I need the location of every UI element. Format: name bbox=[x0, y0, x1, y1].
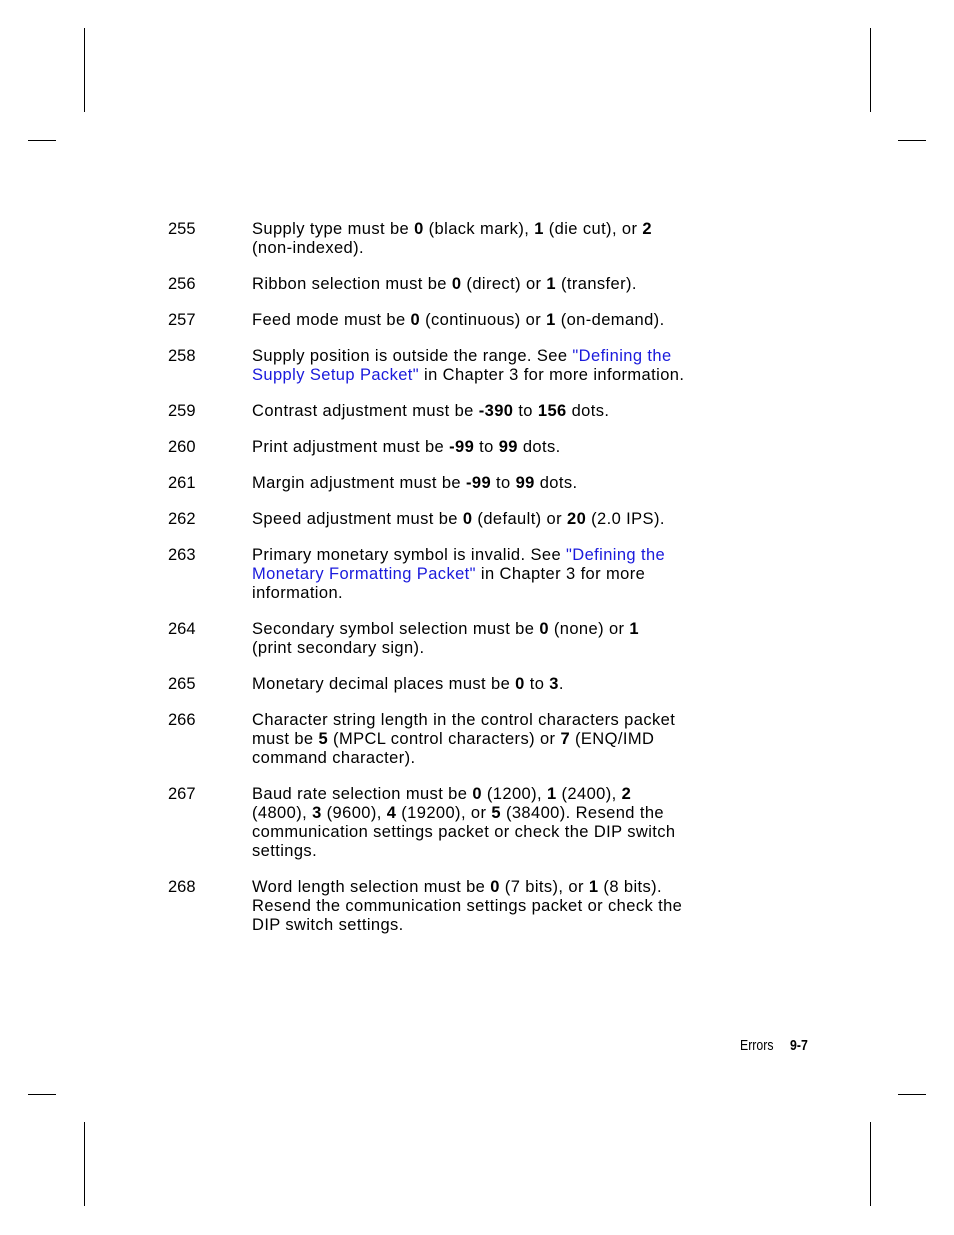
description-text: command character). bbox=[252, 749, 416, 767]
value-emphasis: 0 bbox=[515, 675, 525, 693]
description-text: information. bbox=[252, 584, 344, 602]
value-emphasis: -99 bbox=[466, 474, 492, 492]
value-emphasis: 0 bbox=[414, 220, 424, 238]
value-emphasis: 1 bbox=[546, 275, 556, 293]
description-text: Contrast adjustment must be bbox=[252, 402, 479, 420]
value-emphasis: 99 bbox=[515, 474, 535, 492]
value-emphasis: -390 bbox=[478, 402, 514, 420]
value-emphasis: 5 bbox=[318, 730, 329, 748]
description-text: (1200), bbox=[481, 785, 547, 803]
value-emphasis: 0 bbox=[539, 620, 549, 638]
crop-mark-top-left-horizontal bbox=[28, 140, 56, 141]
crop-mark-bottom-right-vertical bbox=[870, 1122, 871, 1206]
error-description bbox=[252, 546, 732, 603]
error-code: 260 bbox=[168, 438, 196, 456]
error-code: 261 bbox=[168, 474, 196, 492]
description-text: must be bbox=[252, 730, 319, 748]
error-code: 267 bbox=[168, 785, 196, 803]
cross-reference-link[interactable]: "Defining the bbox=[572, 347, 672, 365]
error-description bbox=[252, 620, 732, 658]
value-emphasis: 3 bbox=[312, 804, 322, 822]
description-text: (2.0 IPS). bbox=[586, 510, 665, 528]
description-text: (default) or bbox=[472, 510, 568, 528]
error-code: 263 bbox=[168, 546, 196, 564]
value-emphasis: 1 bbox=[629, 620, 639, 638]
error-description bbox=[252, 347, 732, 385]
description-text: Margin adjustment must be bbox=[252, 474, 466, 492]
error-code: 262 bbox=[168, 510, 196, 528]
description-text: (black mark), bbox=[423, 220, 535, 238]
error-code: 266 bbox=[168, 711, 196, 729]
description-text: Monetary decimal places must be bbox=[252, 675, 516, 693]
description-text: (19200), or bbox=[396, 804, 492, 822]
value-emphasis: 2 bbox=[642, 220, 652, 238]
error-description bbox=[252, 438, 732, 457]
value-emphasis: 7 bbox=[560, 730, 571, 748]
value-emphasis: 0 bbox=[410, 311, 421, 329]
error-code: 259 bbox=[168, 402, 196, 420]
footer-page-number: 9-7 bbox=[790, 1037, 808, 1054]
value-emphasis: -99 bbox=[449, 438, 475, 456]
error-entry bbox=[168, 402, 748, 421]
description-text: communication settings packet or check the DIP switch bbox=[252, 823, 676, 841]
description-text: (2400), bbox=[556, 785, 622, 803]
description-text: Character string length in the control characters packet bbox=[252, 711, 676, 729]
description-text: dots. bbox=[517, 438, 561, 456]
description-text: Supply type must be bbox=[252, 220, 415, 238]
value-emphasis: 0 bbox=[490, 878, 500, 896]
error-entry bbox=[168, 620, 748, 658]
description-text: in Chapter 3 for more bbox=[475, 565, 646, 583]
error-code: 258 bbox=[168, 347, 196, 365]
error-description bbox=[252, 675, 732, 694]
description-text: Print adjustment must be bbox=[252, 438, 450, 456]
description-text: (38400). Resend the bbox=[500, 804, 664, 822]
description-text: (die cut), or bbox=[543, 220, 643, 238]
error-code: 255 bbox=[168, 220, 196, 238]
error-entry bbox=[168, 474, 748, 493]
description-text: to bbox=[474, 438, 499, 456]
description-text: (direct) or bbox=[461, 275, 547, 293]
description-text: Baud rate selection must be bbox=[252, 785, 473, 803]
description-text: (none) or bbox=[548, 620, 630, 638]
description-text: (7 bits), or bbox=[499, 878, 589, 896]
error-entry bbox=[168, 275, 748, 294]
error-entry bbox=[168, 675, 748, 694]
value-emphasis: 0 bbox=[462, 510, 473, 528]
value-emphasis: 1 bbox=[546, 785, 557, 803]
error-description bbox=[252, 711, 732, 768]
description-text: DIP switch settings. bbox=[252, 916, 404, 934]
value-emphasis: 2 bbox=[621, 785, 632, 803]
error-description bbox=[252, 311, 732, 330]
value-emphasis: 156 bbox=[537, 402, 567, 420]
description-text: . bbox=[558, 675, 564, 693]
description-text: Word length selection must be bbox=[252, 878, 491, 896]
description-text: dots. bbox=[566, 402, 610, 420]
description-text: (transfer). bbox=[555, 275, 637, 293]
error-description bbox=[252, 275, 732, 294]
value-emphasis: 3 bbox=[549, 675, 559, 693]
error-entry bbox=[168, 510, 748, 529]
description-text: (on-demand). bbox=[555, 311, 665, 329]
description-text: (ENQ/IMD bbox=[570, 730, 655, 748]
crop-mark-bottom-left-horizontal bbox=[28, 1094, 56, 1095]
cross-reference-link[interactable]: "Defining the bbox=[566, 546, 666, 564]
error-entry bbox=[168, 438, 748, 457]
description-text: Resend the communication settings packet or check the bbox=[252, 897, 683, 915]
cross-reference-link[interactable]: Monetary Formatting Packet" bbox=[252, 565, 476, 583]
page-footer bbox=[740, 1037, 808, 1054]
description-text: (8 bits). bbox=[598, 878, 663, 896]
description-text: (continuous) or bbox=[420, 311, 547, 329]
description-text: Ribbon selection must be bbox=[252, 275, 452, 293]
cross-reference-link[interactable]: Supply Setup Packet" bbox=[252, 366, 420, 384]
description-text: to bbox=[513, 402, 538, 420]
error-description bbox=[252, 220, 732, 258]
description-text: (print secondary sign). bbox=[252, 639, 425, 657]
description-text: settings. bbox=[252, 842, 318, 860]
description-text: to bbox=[524, 675, 550, 693]
description-text: dots. bbox=[534, 474, 578, 492]
value-emphasis: 1 bbox=[546, 311, 556, 329]
crop-mark-bottom-right-horizontal bbox=[898, 1094, 926, 1095]
description-text: Secondary symbol selection must be bbox=[252, 620, 540, 638]
description-text: to bbox=[491, 474, 516, 492]
description-text: (non-indexed). bbox=[252, 239, 364, 257]
error-entry bbox=[168, 311, 748, 330]
error-code: 265 bbox=[168, 675, 196, 693]
crop-mark-top-left-vertical bbox=[84, 28, 85, 112]
description-text: Speed adjustment must be bbox=[252, 510, 463, 528]
error-entry bbox=[168, 546, 748, 603]
value-emphasis: 5 bbox=[491, 804, 501, 822]
error-description bbox=[252, 510, 732, 529]
description-text: Supply position is outside the range. See bbox=[252, 347, 573, 365]
error-code: 256 bbox=[168, 275, 196, 293]
error-code: 264 bbox=[168, 620, 196, 638]
error-code-list bbox=[168, 220, 748, 952]
error-description bbox=[252, 785, 732, 861]
value-emphasis: 0 bbox=[451, 275, 462, 293]
footer-section-name: Errors bbox=[740, 1037, 774, 1054]
error-entry bbox=[168, 347, 748, 385]
error-entry bbox=[168, 711, 748, 768]
description-text: Primary monetary symbol is invalid. See bbox=[252, 546, 567, 564]
crop-mark-bottom-left-vertical bbox=[84, 1122, 85, 1206]
error-code: 268 bbox=[168, 878, 196, 896]
error-entry bbox=[168, 785, 748, 861]
description-text: (4800), bbox=[252, 804, 313, 822]
error-description bbox=[252, 878, 732, 935]
value-emphasis: 4 bbox=[386, 804, 397, 822]
error-code: 257 bbox=[168, 311, 196, 329]
crop-mark-top-right-horizontal bbox=[898, 140, 926, 141]
description-text: (9600), bbox=[321, 804, 387, 822]
error-description bbox=[252, 474, 732, 493]
value-emphasis: 20 bbox=[567, 510, 587, 528]
description-text: Feed mode must be bbox=[252, 311, 411, 329]
value-emphasis: 99 bbox=[498, 438, 518, 456]
error-entry bbox=[168, 878, 748, 935]
value-emphasis: 1 bbox=[588, 878, 599, 896]
description-text: (MPCL control characters) or bbox=[328, 730, 561, 748]
description-text: in Chapter 3 for more information. bbox=[419, 366, 685, 384]
error-entry bbox=[168, 220, 748, 258]
value-emphasis: 1 bbox=[534, 220, 544, 238]
value-emphasis: 0 bbox=[472, 785, 482, 803]
crop-mark-top-right-vertical bbox=[870, 28, 871, 112]
error-description bbox=[252, 402, 732, 421]
